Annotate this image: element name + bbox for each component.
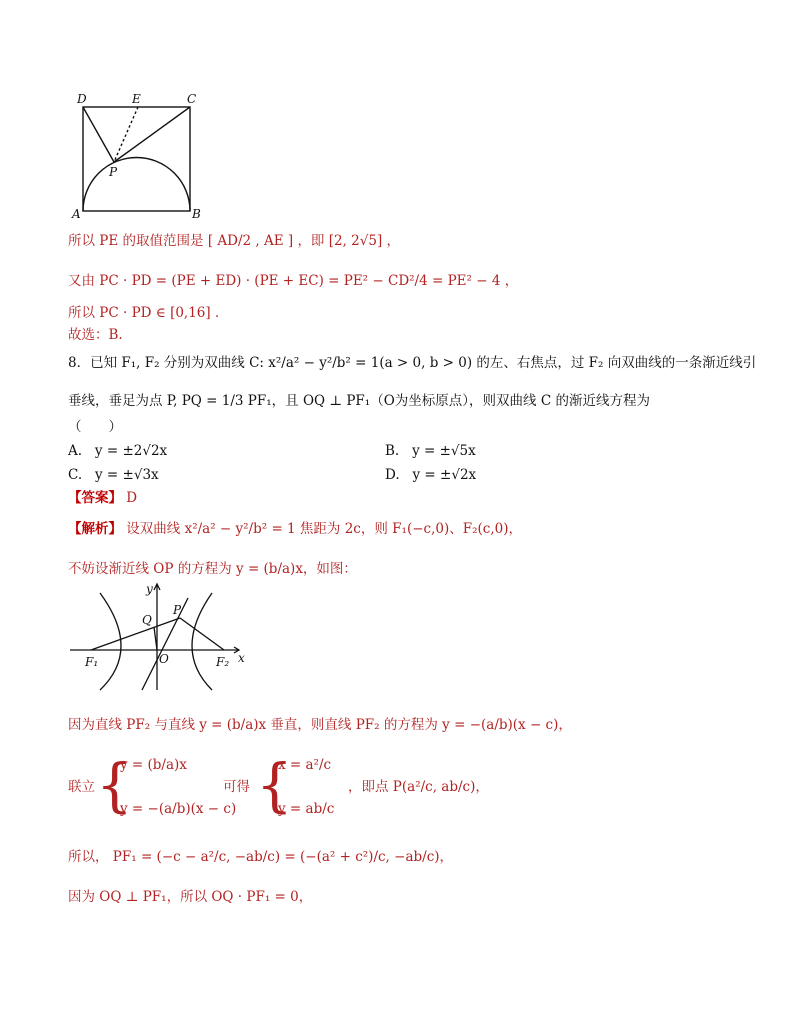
sol1-line2-end: ， bbox=[504, 273, 519, 289]
answer-tag: 【答案】 bbox=[68, 490, 122, 506]
sol1-line3-end: ． bbox=[214, 305, 229, 321]
hyperbola-right-branch bbox=[192, 593, 212, 690]
label-f2: F₂ bbox=[216, 655, 230, 669]
sol2-line4: 因为 OQ ⊥ PF₁，所以 OQ · PF₁ = 0， bbox=[68, 889, 313, 905]
analysis-text1: 设双曲线 x²/a² − y²/b² = 1 焦距为 2c，则 F₁(−c,0)、F₂(c,0)， bbox=[126, 521, 522, 537]
label-y: y bbox=[146, 582, 153, 596]
sol1-choose: 故选：B. bbox=[68, 327, 123, 343]
option-b-label: B. bbox=[385, 443, 400, 459]
segment-pf2 bbox=[180, 618, 224, 650]
label-o: O bbox=[159, 652, 169, 666]
sys-eq2: y = −(a/b)(x − c) bbox=[120, 801, 237, 817]
sol1-line2-expr: PC · PD = (PE + ED) · (PE + EC) = PE² − CD²/4 = PE² − 4 bbox=[99, 273, 501, 289]
sol2-line3-expr: PF₁ = (−c − a²/c, −ab/c) = (−(a² + c²)/c, −ab/c)， bbox=[112, 849, 454, 865]
sol1-line2-prefix: 又由 bbox=[68, 273, 95, 289]
hyperbola-left-branch bbox=[100, 593, 121, 690]
label-q: Q bbox=[142, 613, 152, 627]
segment-f1p bbox=[91, 618, 180, 650]
sol1-line1-result: [2, 2√5] bbox=[328, 233, 383, 249]
point-text: ，即点 P(a²/c, ab/c)， bbox=[348, 779, 489, 795]
sys-prefix: 联立 bbox=[68, 779, 95, 795]
sol1-line3-prefix: 所以 bbox=[68, 305, 95, 321]
sol1-line3-expr: PC · PD ∈ [0,16] bbox=[99, 305, 211, 321]
label-x: x bbox=[238, 651, 245, 665]
q8-stem-line1: 8．已知 F₁, F₂ 分别为双曲线 C: x²/a² − y²/b² = 1(a > 0, b > 0) 的左、右焦点，过 F₂ 向双曲线的一条渐近线引 bbox=[68, 355, 757, 371]
analysis-line2: 不妨设渐近线 OP 的方程为 y = (b/a)x，如图： bbox=[68, 561, 357, 577]
sol1-line1-mid: ，即 bbox=[297, 233, 325, 249]
label-d: D bbox=[77, 92, 87, 106]
q8-paren: （ ） bbox=[68, 419, 122, 435]
sol2-line3-prefix: 所以， bbox=[68, 849, 109, 865]
label-e: E bbox=[132, 92, 141, 106]
answer-value: D bbox=[126, 490, 138, 506]
get-text: 可得 bbox=[223, 779, 250, 795]
option-c-text: y = ±√3x bbox=[95, 467, 159, 483]
option-d-text: y = ±√2x bbox=[412, 467, 477, 483]
left-brace-2: { bbox=[256, 751, 293, 819]
sys-eq1: y = (b/a)x bbox=[120, 757, 187, 773]
label-p: P bbox=[109, 165, 118, 179]
label-a: A bbox=[72, 207, 81, 221]
system-block bbox=[68, 748, 489, 828]
res-eq1: x = a²/c bbox=[278, 757, 332, 773]
q8-stem-line2: 垂线，垂足为点 P, PQ = 1/3 PF₁，且 OQ ⊥ PF₁（O为坐标原点），则双曲线 C 的渐近线方程为 bbox=[68, 393, 650, 409]
option-b-text: y = ±√5x bbox=[412, 443, 476, 459]
label-c: C bbox=[187, 92, 197, 106]
sol2-line1: 因为直线 PF₂ 与直线 y = (b/a)x 垂直，则直线 PF₂ 的方程为 y = −(a/b)(x − c)， bbox=[68, 717, 572, 733]
label-b: B bbox=[192, 207, 201, 221]
sol1-line1-end: ， bbox=[386, 233, 401, 249]
sol1-line1-interval: [ AD/2 , AE ] bbox=[207, 233, 294, 249]
option-a-text: y = ±2√2x bbox=[94, 443, 168, 459]
option-a-label: A. bbox=[68, 443, 83, 459]
res-eq2: y = ab/c bbox=[278, 801, 335, 817]
option-d-label: D. bbox=[385, 467, 400, 483]
option-c-label: C. bbox=[68, 467, 83, 483]
asymptote bbox=[142, 598, 188, 690]
label-f1: F₁ bbox=[85, 655, 99, 669]
left-brace: { bbox=[96, 751, 133, 819]
sol2-line3 bbox=[68, 848, 453, 866]
sol1-line1-prefix: 所以 PE 的取值范围是 bbox=[68, 233, 204, 249]
analysis-tag: 【解析】 bbox=[68, 521, 122, 537]
label-p2: P bbox=[173, 603, 182, 617]
